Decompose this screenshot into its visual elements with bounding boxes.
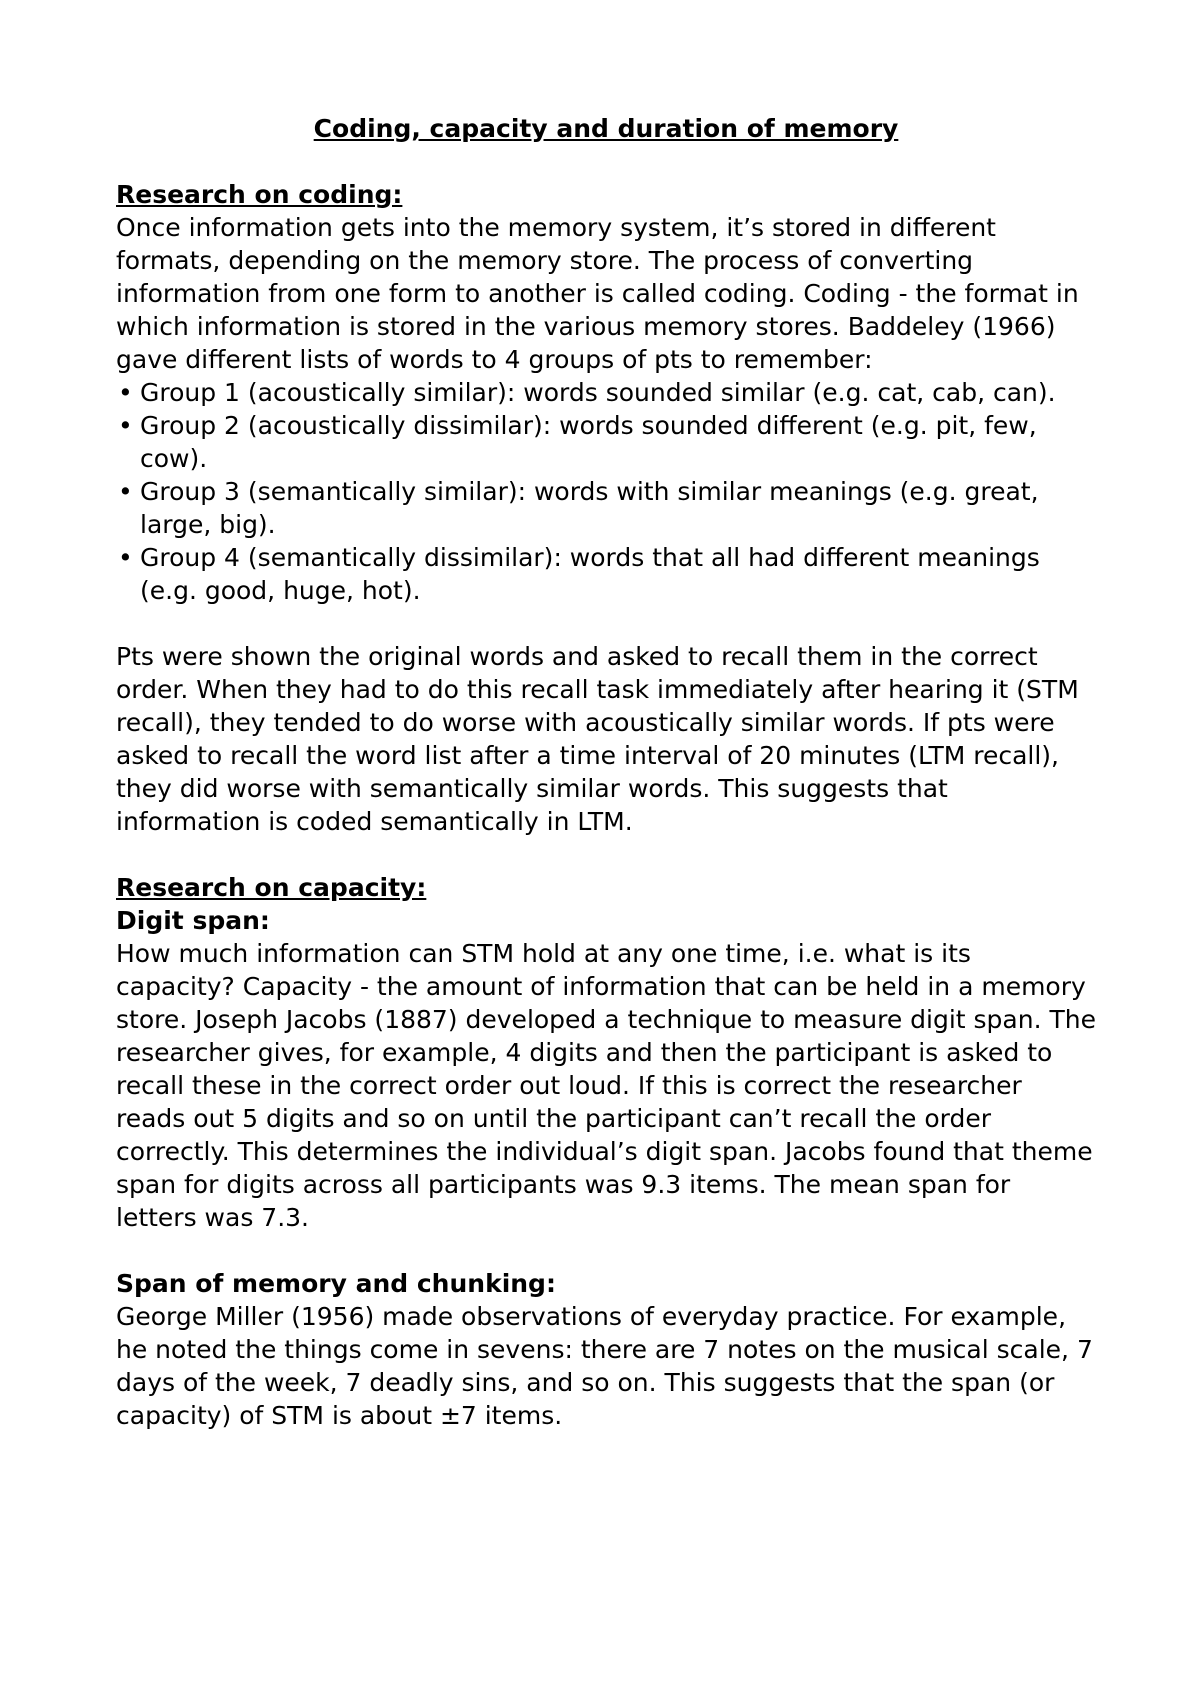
bullet-icon: • (118, 477, 133, 506)
document-title: Coding, capacity and duration of memory (313, 114, 899, 143)
baddeley-groups-list (116, 376, 1096, 607)
list-item-group-4 (116, 541, 1096, 607)
chunking-paragraph: George Miller (1956) made observations of everyday practice. For example, he noted the things come in sevens: there are 7 notes on the musical scale, 7 days of the week, 7 deadly sins, and so on. This suggests that the span (or capacity) of STM is about ±7 items. (116, 1302, 1093, 1430)
digit-span-heading: Digit span: (116, 906, 270, 935)
list-item-group-3 (116, 475, 1096, 541)
digit-span-paragraph: How much information can STM hold at any one time, i.e. what is its capacity? Capacity - the amount of information that can be held in a memory store. Joseph Jacobs (1887) developed a technique to measure digit span. The researcher gives, for example, 4 digits and then the participant is asked to recall these in the correct order out loud. If this is correct the researcher reads out 5 digits and so on until the participant can’t recall the order correctly. This determines the individual’s digit span. Jacobs found that theme span for digits across all participants was 9.3 items. The mean span for letters was 7.3. (116, 939, 1096, 1232)
list-item-text: Group 4 (semantically dissimilar): words that all had different meanings (e.g. good, huge, hot). (140, 543, 1040, 605)
list-item-text: Group 1 (acoustically similar): words sounded similar (e.g. cat, cab, can). (140, 378, 1056, 407)
spacer (116, 607, 1096, 640)
list-item-text: Group 3 (semantically similar): words with similar meanings (e.g. great, large, big). (140, 477, 1039, 539)
coding-section-heading: Research on coding: (116, 180, 403, 209)
spacer (116, 1234, 1096, 1267)
bullet-icon: • (118, 411, 133, 440)
bullet-icon: • (118, 378, 133, 407)
spacer (116, 838, 1096, 871)
chunking-heading: Span of memory and chunking: (116, 1269, 556, 1298)
document-page (116, 112, 1096, 1432)
capacity-section-heading: Research on capacity: (116, 873, 427, 902)
coding-findings-paragraph: Pts were shown the original words and asked to recall them in the correct order. When they had to do this recall task immediately after hearing it (STM recall), they tended to do worse with acoustically similar words. If pts were asked to recall the word list after a time interval of 20 minutes (LTM recall), they did worse with semantically similar words. This suggests that information is coded semantically in LTM. (116, 642, 1079, 836)
coding-intro-paragraph: Once information gets into the memory system, it’s stored in different formats, depending on the memory store. The process of converting information from one form to another is called coding. Coding - the format in which information is stored in the various memory stores. Baddeley (1966) gave different lists of words to 4 groups of pts to remember: (116, 213, 1079, 374)
bullet-icon: • (118, 543, 133, 572)
list-item-group-1 (116, 376, 1096, 409)
list-item-group-2 (116, 409, 1096, 475)
list-item-text: Group 2 (acoustically dissimilar): words sounded different (e.g. pit, few, cow). (140, 411, 1037, 473)
